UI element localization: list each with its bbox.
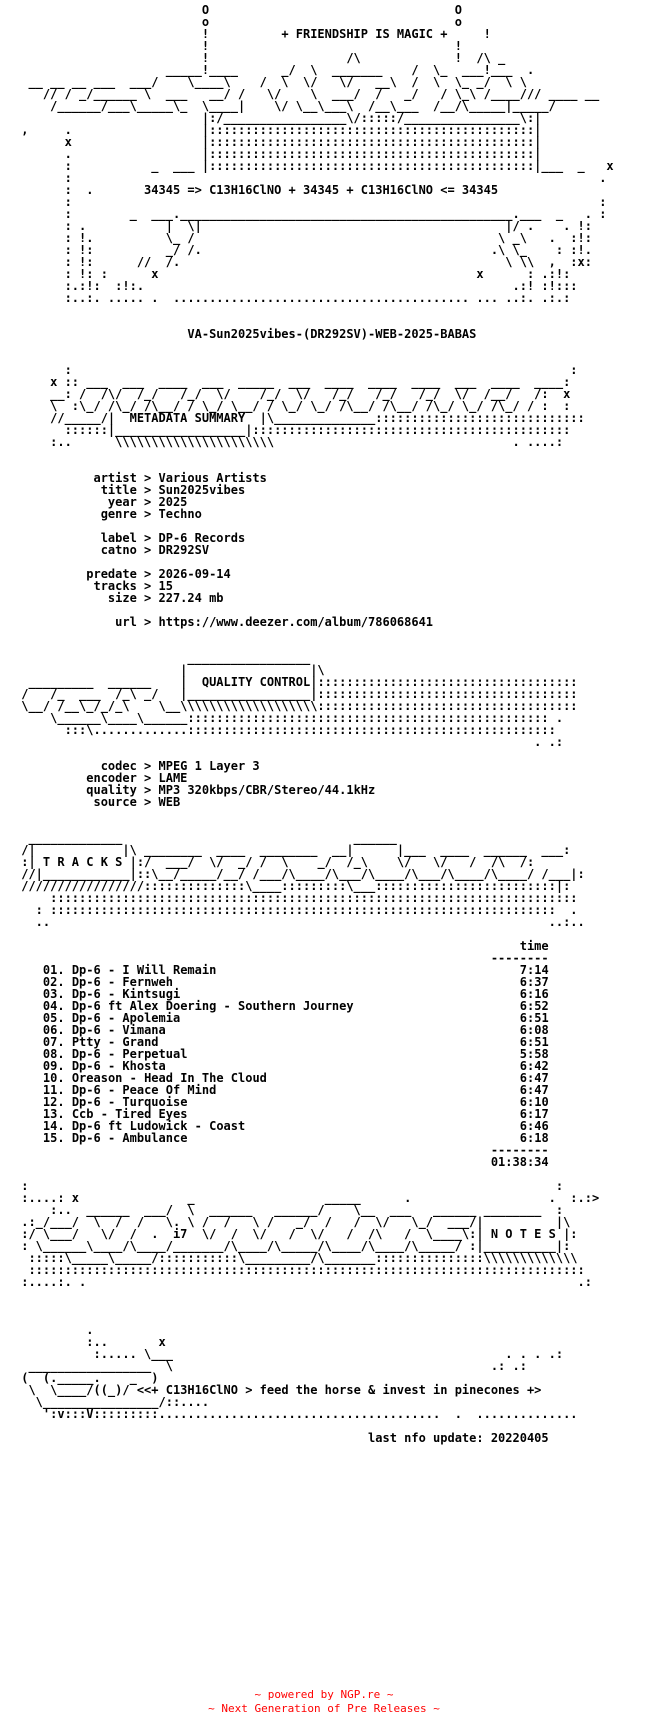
track-time: 6:47 bbox=[519, 1083, 549, 1097]
quality-value: MP3 320kbps/CBR/Stereo/44.1kHz bbox=[158, 783, 376, 797]
track-number: 01. bbox=[42, 963, 65, 977]
label-value: DP-6 Records bbox=[158, 531, 246, 545]
last-update: last nfo update: 20220405 bbox=[368, 1431, 549, 1445]
title-value: Sun2025vibes bbox=[158, 483, 246, 497]
codec-value: MPEG 1 Layer 3 bbox=[158, 759, 260, 773]
year-value: 2025 bbox=[158, 495, 188, 509]
artist-value: Various Artists bbox=[158, 471, 267, 485]
footer-tagline: ~ Next Generation of Pre Releases ~ bbox=[208, 1702, 440, 1715]
track-number: 07. bbox=[42, 1035, 65, 1049]
track-number: 12. bbox=[42, 1095, 65, 1109]
track-title: Dp-6 - Khosta bbox=[71, 1059, 166, 1073]
track-title: Dp-6 - Fernweh bbox=[71, 975, 173, 989]
track-title: Dp-6 - Ambulance bbox=[71, 1131, 188, 1145]
track-row bbox=[14, 1131, 549, 1145]
catno-value: DR292SV bbox=[158, 543, 210, 557]
track-title: Dp-6 - Perpetual bbox=[71, 1047, 188, 1061]
section-quality: QUALITY CONTROL bbox=[201, 675, 311, 689]
track-title: Dp-6 - Peace Of Mind bbox=[71, 1083, 217, 1097]
track-title: Dp-6 - Apolemia bbox=[71, 1011, 181, 1025]
track-number: 11. bbox=[42, 1083, 65, 1097]
track-time: 6:51 bbox=[519, 1011, 549, 1025]
track-title: Oreason - Head In The Cloud bbox=[71, 1071, 267, 1085]
track-time: 6:08 bbox=[519, 1023, 549, 1037]
track-number: 05. bbox=[42, 1011, 65, 1025]
track-number: 15. bbox=[42, 1131, 65, 1145]
track-time: 6:51 bbox=[519, 1035, 549, 1049]
track-number: 14. bbox=[42, 1119, 65, 1133]
track-title: Ptty - Grand bbox=[71, 1035, 159, 1049]
track-number: 03. bbox=[42, 987, 65, 1001]
track-number: 09. bbox=[42, 1059, 65, 1073]
track-time: 6:47 bbox=[519, 1071, 549, 1085]
banner-motto: + FRIENDSHIP IS MAGIC + bbox=[281, 27, 448, 41]
release-name: VA-Sun2025vibes-(DR292SV)-WEB-2025-BABAS bbox=[187, 327, 477, 341]
track-time: 6:18 bbox=[519, 1131, 549, 1145]
track-number: 10. bbox=[42, 1071, 65, 1085]
track-title: Dp-6 - I Will Remain bbox=[71, 963, 217, 977]
track-time: 6:10 bbox=[519, 1095, 549, 1109]
track-title: Dp-6 ft Ludowick - Coast bbox=[71, 1119, 246, 1133]
time-header: time bbox=[519, 939, 549, 953]
footer bbox=[0, 1688, 648, 1716]
section-tracks: T R A C K S bbox=[42, 855, 123, 869]
closing-line: <<+ C13H16ClNO > feed the horse & invest in pinecones +> bbox=[136, 1383, 542, 1397]
predate-value: 2026-09-14 bbox=[158, 567, 231, 581]
track-title: Dp-6 - Turquoise bbox=[71, 1095, 188, 1109]
tracks-value: 15 bbox=[158, 579, 173, 593]
section-notes: N O T E S bbox=[490, 1227, 556, 1241]
footer-powered-by: ~ powered by NGP.re ~ bbox=[254, 1688, 394, 1701]
track-time: 6:37 bbox=[519, 975, 549, 989]
section-metadata: METADATA SUMMARY bbox=[129, 411, 246, 425]
track-number: 08. bbox=[42, 1047, 65, 1061]
track-title: Ccb - Tired Eyes bbox=[71, 1107, 188, 1121]
track-title: Dp-6 ft Alex Doering - Southern Journey bbox=[71, 999, 354, 1013]
size-value: 227.24 mb bbox=[158, 591, 224, 605]
track-list bbox=[14, 963, 549, 1145]
track-number: 04. bbox=[42, 999, 65, 1013]
source-value: WEB bbox=[158, 795, 181, 809]
banner-formula: 34345 => C13H16ClNO + 34345 + C13H16ClNO <= 34345 bbox=[144, 183, 499, 197]
track-number: 06. bbox=[42, 1023, 65, 1037]
url-value: https://www.deezer.com/album/786068641 bbox=[158, 615, 434, 629]
track-time: 6:42 bbox=[519, 1059, 549, 1073]
track-time: 7:14 bbox=[519, 963, 549, 977]
track-title: Dp-6 - Kintsugi bbox=[71, 987, 181, 1001]
total-time: 01:38:34 bbox=[490, 1155, 549, 1169]
track-time: 6:17 bbox=[519, 1107, 549, 1121]
track-time: 6:46 bbox=[519, 1119, 549, 1133]
genre-value: Techno bbox=[158, 507, 202, 521]
track-time: 5:58 bbox=[519, 1047, 549, 1061]
nfo-document: O O o o ! + FRIENDSHIP IS MAGIC + ! ! ! ! /\ ! /\ _ _____!____ _/ \ _______ / \_ ___!___ . __ __ __ ___ ___/ \____\ / \ \/ \/ __\ / \ \_ _/ \ \ // / _/______ \ ___ __/ / \/ \ ___/ / _/ / \_\ /____/// ____ __ /______/___\_____\_ \____| \/ \__\___\ /__\___ /__/\_____|_____/ |:/_________________\/:::::/________________\:| , . |:::::::::::::::::::::::::::::::::::::::::::::| x |:::::::::::::::::::::::::::::::::::::::::::::| . |:::::::::::::::::::::::::::::::::::::::::::::| : _ ___ |:::::::::::::::::::::::::::::::::::::::::::::|___ _ x : . : . 34345 => C13H16ClNO + 34345 + C13H16ClNO <= 34345 : : : _ ___.______________________________________________.___ _ . : : . | \| |/ . . !: : !. \_ / \ _\ . :!: : !: _/ /. .\ \_ : :!. : !: // /. \ \\ , :x: : !: : x x : .:!: :.:!: :!:. .:! :!::: :..:. ..... . ......................................... ... ..:. .:.: VA-Sun2025vibes-(DR292SV)-WEB-2025-BABAS : : x :: ___ ___ ____ ___ _____ ___ ____ ____ ____ ___ ____ ____: __: / /\/ /_/ /_/ \/ /_/ \/ /_/ /_/ /_/ \/ /__/ /: x \ :\_/ /\_/ /\__/ / \_/ \__/ / \_/ \_/ /\__/ /\__/ /\_/ \_/ /\_/ / : : //_____/| METADATA SUMMARY |\______________::::::::::::::::::::::::::::: ::::::|__________________|:::::::::::::::::::::::::::::::::::::::::::: :.. \\\\\\\\\\\\\\\\\\\\\\ . ....: artist > Various Artists title > Sun2025vibes year > 2025 genre > Techno label > DP-6 Records catno > DR292SV predate > 2026-09-14 tracks > 15 size > 227.24 mb url > https://www.deezer.com/album/786068641 _________________ | |\ _________ ______ | QUALITY CONTROL|:::::::::::::::::::::::::::::::::::: / /_ ___ /_\ _/ |_________________|:::::::::::::::::::::::::::::::::::: \__/ /__\_/_/_\ \__\\\\\\\\\\\\\\\\\\\:::::::::::::::::::::::::::::::::::: \______\____\______:::::::::::::::::::::::::::::::::::::::::::::::::: . :::\.............::::::::::::::::::::::::::::::::::::::::::::::::::: . .: codec > MPEG 1 Layer 3 encoder > LAME quality > MP3 320kbps/CBR/Stereo/44.1kHz source > WEB _____________ ______ /| |\ ________ ____ ________ __| |___ ____ ______ ___: :| T R A C K S |:/ ___/ \/ _/ / \ _/ /_\ \/ \/ / /\ /: //|____________|::\__/_____/__/ /___/\____/\___/\____/\___/\____/\____/ /___|: /////////////////::::::::::::::\____:::::::::\___:::::::::::::::::::::::::|: ::::::::::::::::::::::::::::::::::::::::::::::::::::::::::::::::::::::::: : :::::::::::::::::::::::::::::::::::::::::::::::::::::::::::::::::::::: . .. ..:.. time -------- 01. Dp-6 - I Will Remain 7:14 02. Dp-6 - Fernweh 6:37 03. Dp-6 - Kintsugi 6:16 04. Dp-6 ft Alex Doering - Southern Journey 6:52 05. Dp-6 - Apolemia 6:51 06. Dp-6 - Vimana 6:08 07. Ptty - Grand 6:51 08. Dp-6 - Perpetual 5:58 09. Dp-6 - Khosta 6:42 10. Oreason - Head In The Cloud 6:47 11. Dp-6 - Peace Of Mind 6:47 12. Dp-6 - Turquoise 6:10 13. Ccb - Tired Eyes 6:17 14. Dp-6 ft Ludowick - Coast 6:46 15. Dp-6 - Ambulance 6:18 -------- 01:38:34 : : :....: x _ _____ . . :.:> :.. ______ ___/ \ ______ ______/ \__ ___ ______ ________ : .:_/___/ \ / / \. \ / / \ / _/ / / \/ \_/ ___/| |\ :/ \___/ \/ / . i7 \/ / \/ / \/ / /\ / \____\:| N O T E S |: : \______\____/\____/_______/\____/\_____/\____/\____/\_____/ :|__________|: :::::\_____\_____/:::::::::::\_________/\_______:::::::::::::::\\\\\\\\\\\\\ ::::::::::::::::::::::::::::::::::::::::::::::::::::::::::::::::::::::::::::: :....:. . .: . :.. x :..... \___ . . . .: _________________ \ .: .: ( (._____. _ ) \ \____/((_)/ <<+ C13H16ClNO > feed the horse & invest in pinecones +> \________________/::.... ':v:::V:::::::::....................................... . .............. last nfo update: 20220405 bbox=[14, 4, 644, 1444]
track-time: 6:52 bbox=[519, 999, 549, 1013]
track-title: Dp-6 - Vimana bbox=[71, 1023, 166, 1037]
track-number: 02. bbox=[42, 975, 65, 989]
encoder-value: LAME bbox=[158, 771, 188, 785]
track-time: 6:16 bbox=[519, 987, 549, 1001]
track-number: 13. bbox=[42, 1107, 65, 1121]
